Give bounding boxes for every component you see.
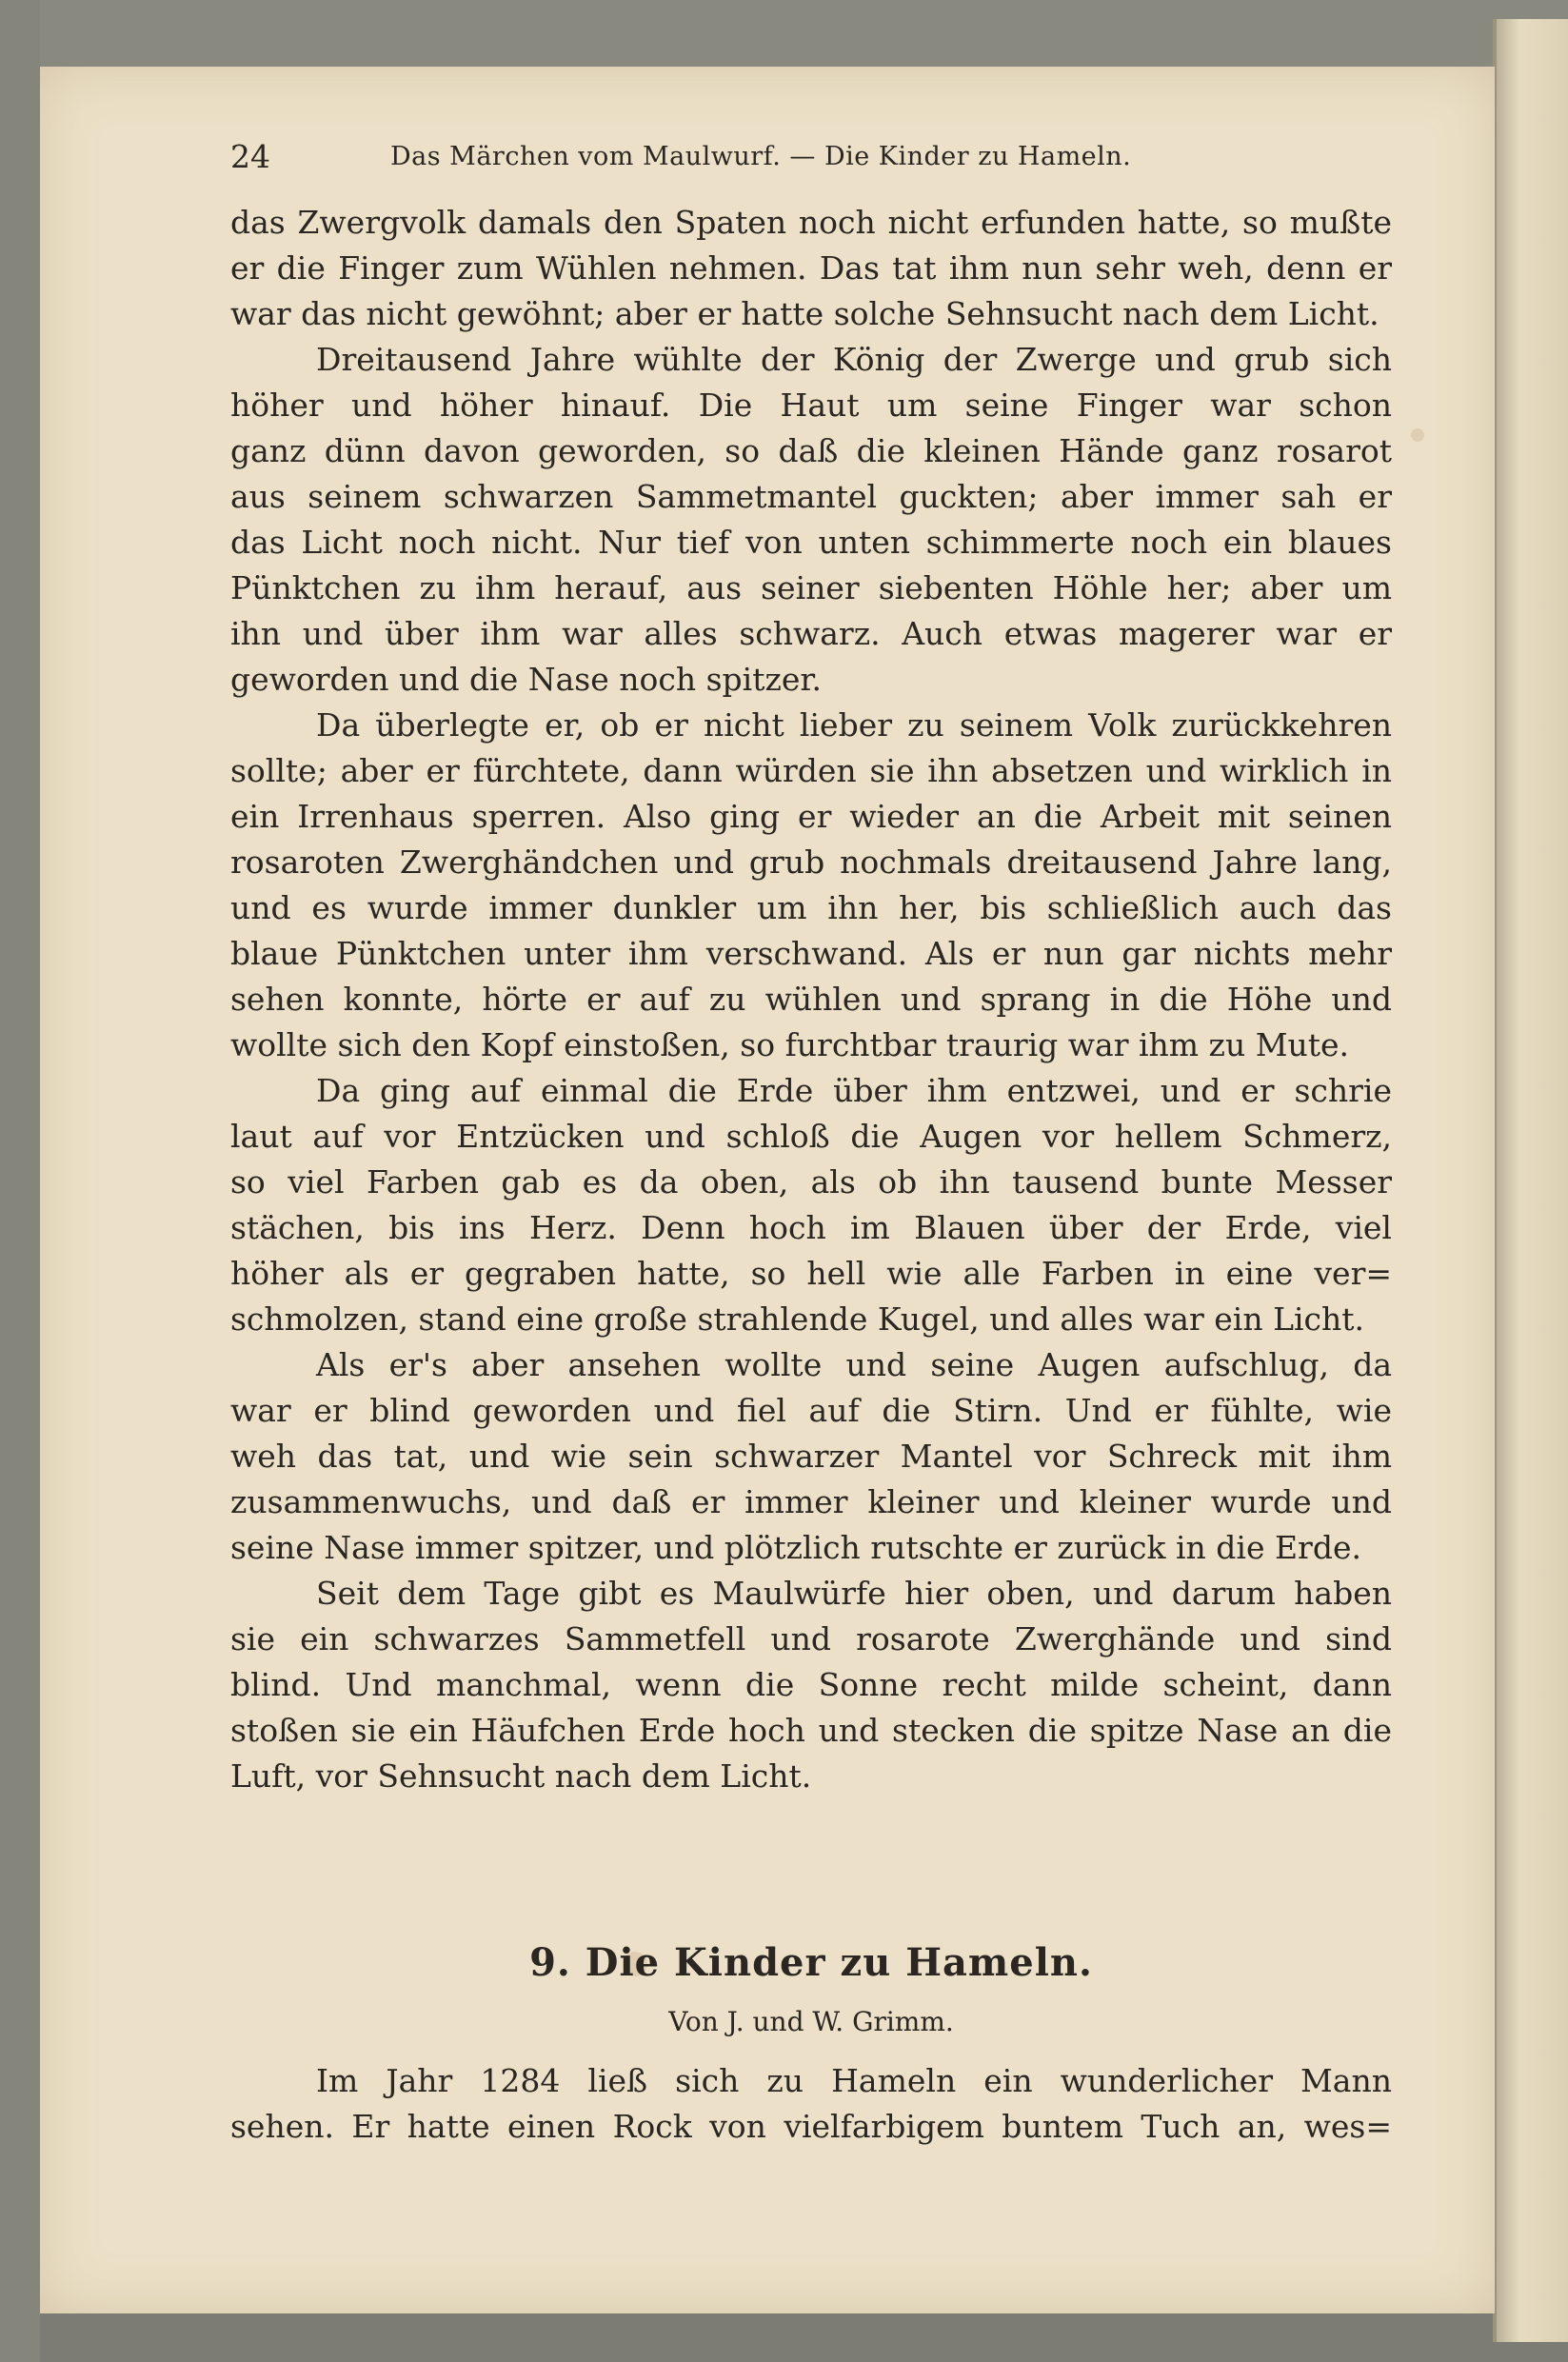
text-line: aus seinem schwarzen Sammetmantel guckten; aber immer sah er <box>230 478 1392 515</box>
text-line: ein Irrenhaus sperren. Also ging er wieder an die Arbeit mit seinen <box>230 798 1392 835</box>
text-line: Dreitausend Jahre wühlte der König der Zwerge und grub sich <box>316 341 1392 378</box>
text-line: Seit dem Tage gibt es Maulwürfe hier oben, und darum haben <box>316 1575 1392 1612</box>
text-line: höher und höher hinauf. Die Haut um seine Finger war schon <box>230 387 1392 424</box>
body-text <box>230 200 1392 1799</box>
text-line: seine Nase immer spitzer, und plötzlich rutschte er zurück in die Erde. <box>230 1529 1361 1566</box>
next-page-edge <box>1495 19 1568 2342</box>
text-line: zusammenwuchs, und daß er immer kleiner und kleiner wurde und <box>230 1483 1392 1520</box>
text-line: blaue Pünktchen unter ihm verschwand. Als er nun gar nichts mehr <box>230 935 1392 972</box>
text-line: war das nicht gewöhnt; aber er hatte solche Sehnsucht nach dem Licht. <box>230 295 1379 332</box>
text-line: wollte sich den Kopf einstoßen, so furchtbar traurig war ihm zu Mute. <box>230 1026 1350 1063</box>
text-line: laut auf vor Entzücken und schloß die Augen vor hellem Schmerz, <box>230 1118 1392 1155</box>
text-line: Luft, vor Sehnsucht nach dem Licht. <box>230 1757 812 1795</box>
section-author: Von J. und W. Grimm. <box>668 2006 954 2037</box>
paper-stain <box>1411 428 1424 442</box>
section-text <box>230 2058 1392 2150</box>
scan-background-left <box>0 0 40 2362</box>
text-line: stächen, bis ins Herz. Denn hoch im Blauen über der Erde, viel <box>230 1209 1392 1246</box>
running-header <box>230 138 1259 186</box>
text-line: rosaroten Zwerghändchen und grub nochmals dreitausend Jahre lang, <box>230 844 1392 881</box>
book-page <box>40 67 1495 2313</box>
running-title: Das Märchen vom Maulwurf. — Die Kinder zu Hameln. <box>390 142 1132 171</box>
text-line: Da ging auf einmal die Erde über ihm entzwei, und er schrie <box>316 1072 1392 1109</box>
text-line: Im Jahr 1284 ließ sich zu Hameln ein wunderlicher Mann <box>316 2062 1392 2099</box>
page-number: 24 <box>230 138 270 175</box>
scan-background-top <box>0 0 1568 67</box>
text-line: höher als er gegraben hatte, so hell wie alle Farben in eine ver= <box>230 1255 1392 1292</box>
text-line: schmolzen, stand eine große strahlende Kugel, und alles war ein Licht. <box>230 1300 1365 1338</box>
text-line: blind. Und manchmal, wenn die Sonne recht milde scheint, dann <box>230 1666 1392 1703</box>
text-line: das Licht noch nicht. Nur tief von unten schimmerte noch ein blaues <box>230 524 1392 561</box>
text-line: und es wurde immer dunkler um ihn her, bis schließlich auch das <box>230 889 1392 926</box>
text-line: geworden und die Nase noch spitzer. <box>230 661 823 698</box>
text-line: so viel Farben gab es da oben, als ob ihn tausend bunte Messer <box>230 1163 1392 1201</box>
text-line: Pünktchen zu ihm herauf, aus seiner siebenten Höhle her; aber um <box>230 569 1392 606</box>
text-line: Als er's aber ansehen wollte und seine Augen aufschlug, da <box>316 1346 1392 1383</box>
text-line: ihn und über ihm war alles schwarz. Auch etwas magerer war er <box>230 615 1392 652</box>
text-line: war er blind geworden und fiel auf die Stirn. Und er fühlte, wie <box>230 1392 1392 1429</box>
text-line: er die Finger zum Wühlen nehmen. Das tat ihm nun sehr weh, denn er <box>230 249 1392 287</box>
text-line: ganz dünn davon geworden, so daß die kleinen Hände ganz rosarot <box>230 432 1392 469</box>
text-line: Da überlegte er, ob er nicht lieber zu seinem Volk zurückkehren <box>316 706 1392 744</box>
text-line: sehen. Er hatte einen Rock von vielfarbigem buntem Tuch an, wes= <box>230 2108 1392 2145</box>
text-line: sollte; aber er fürchtete, dann würden sie ihn absetzen und wirklich in <box>230 752 1392 789</box>
text-line: weh das tat, und wie sein schwarzer Mantel vor Schreck mit ihm <box>230 1438 1392 1475</box>
text-line: das Zwergvolk damals den Spaten noch nicht erfunden hatte, so mußte <box>230 204 1392 241</box>
text-line: sie ein schwarzes Sammetfell und rosarote Zwerghände und sind <box>230 1620 1392 1657</box>
text-line: sehen konnte, hörte er auf zu wühlen und sprang in die Höhe und <box>230 981 1392 1018</box>
text-line: stoßen sie ein Häufchen Erde hoch und stecken die spitze Nase an die <box>230 1712 1392 1749</box>
section-title: 9. Die Kinder zu Hameln. <box>529 1940 1093 1985</box>
